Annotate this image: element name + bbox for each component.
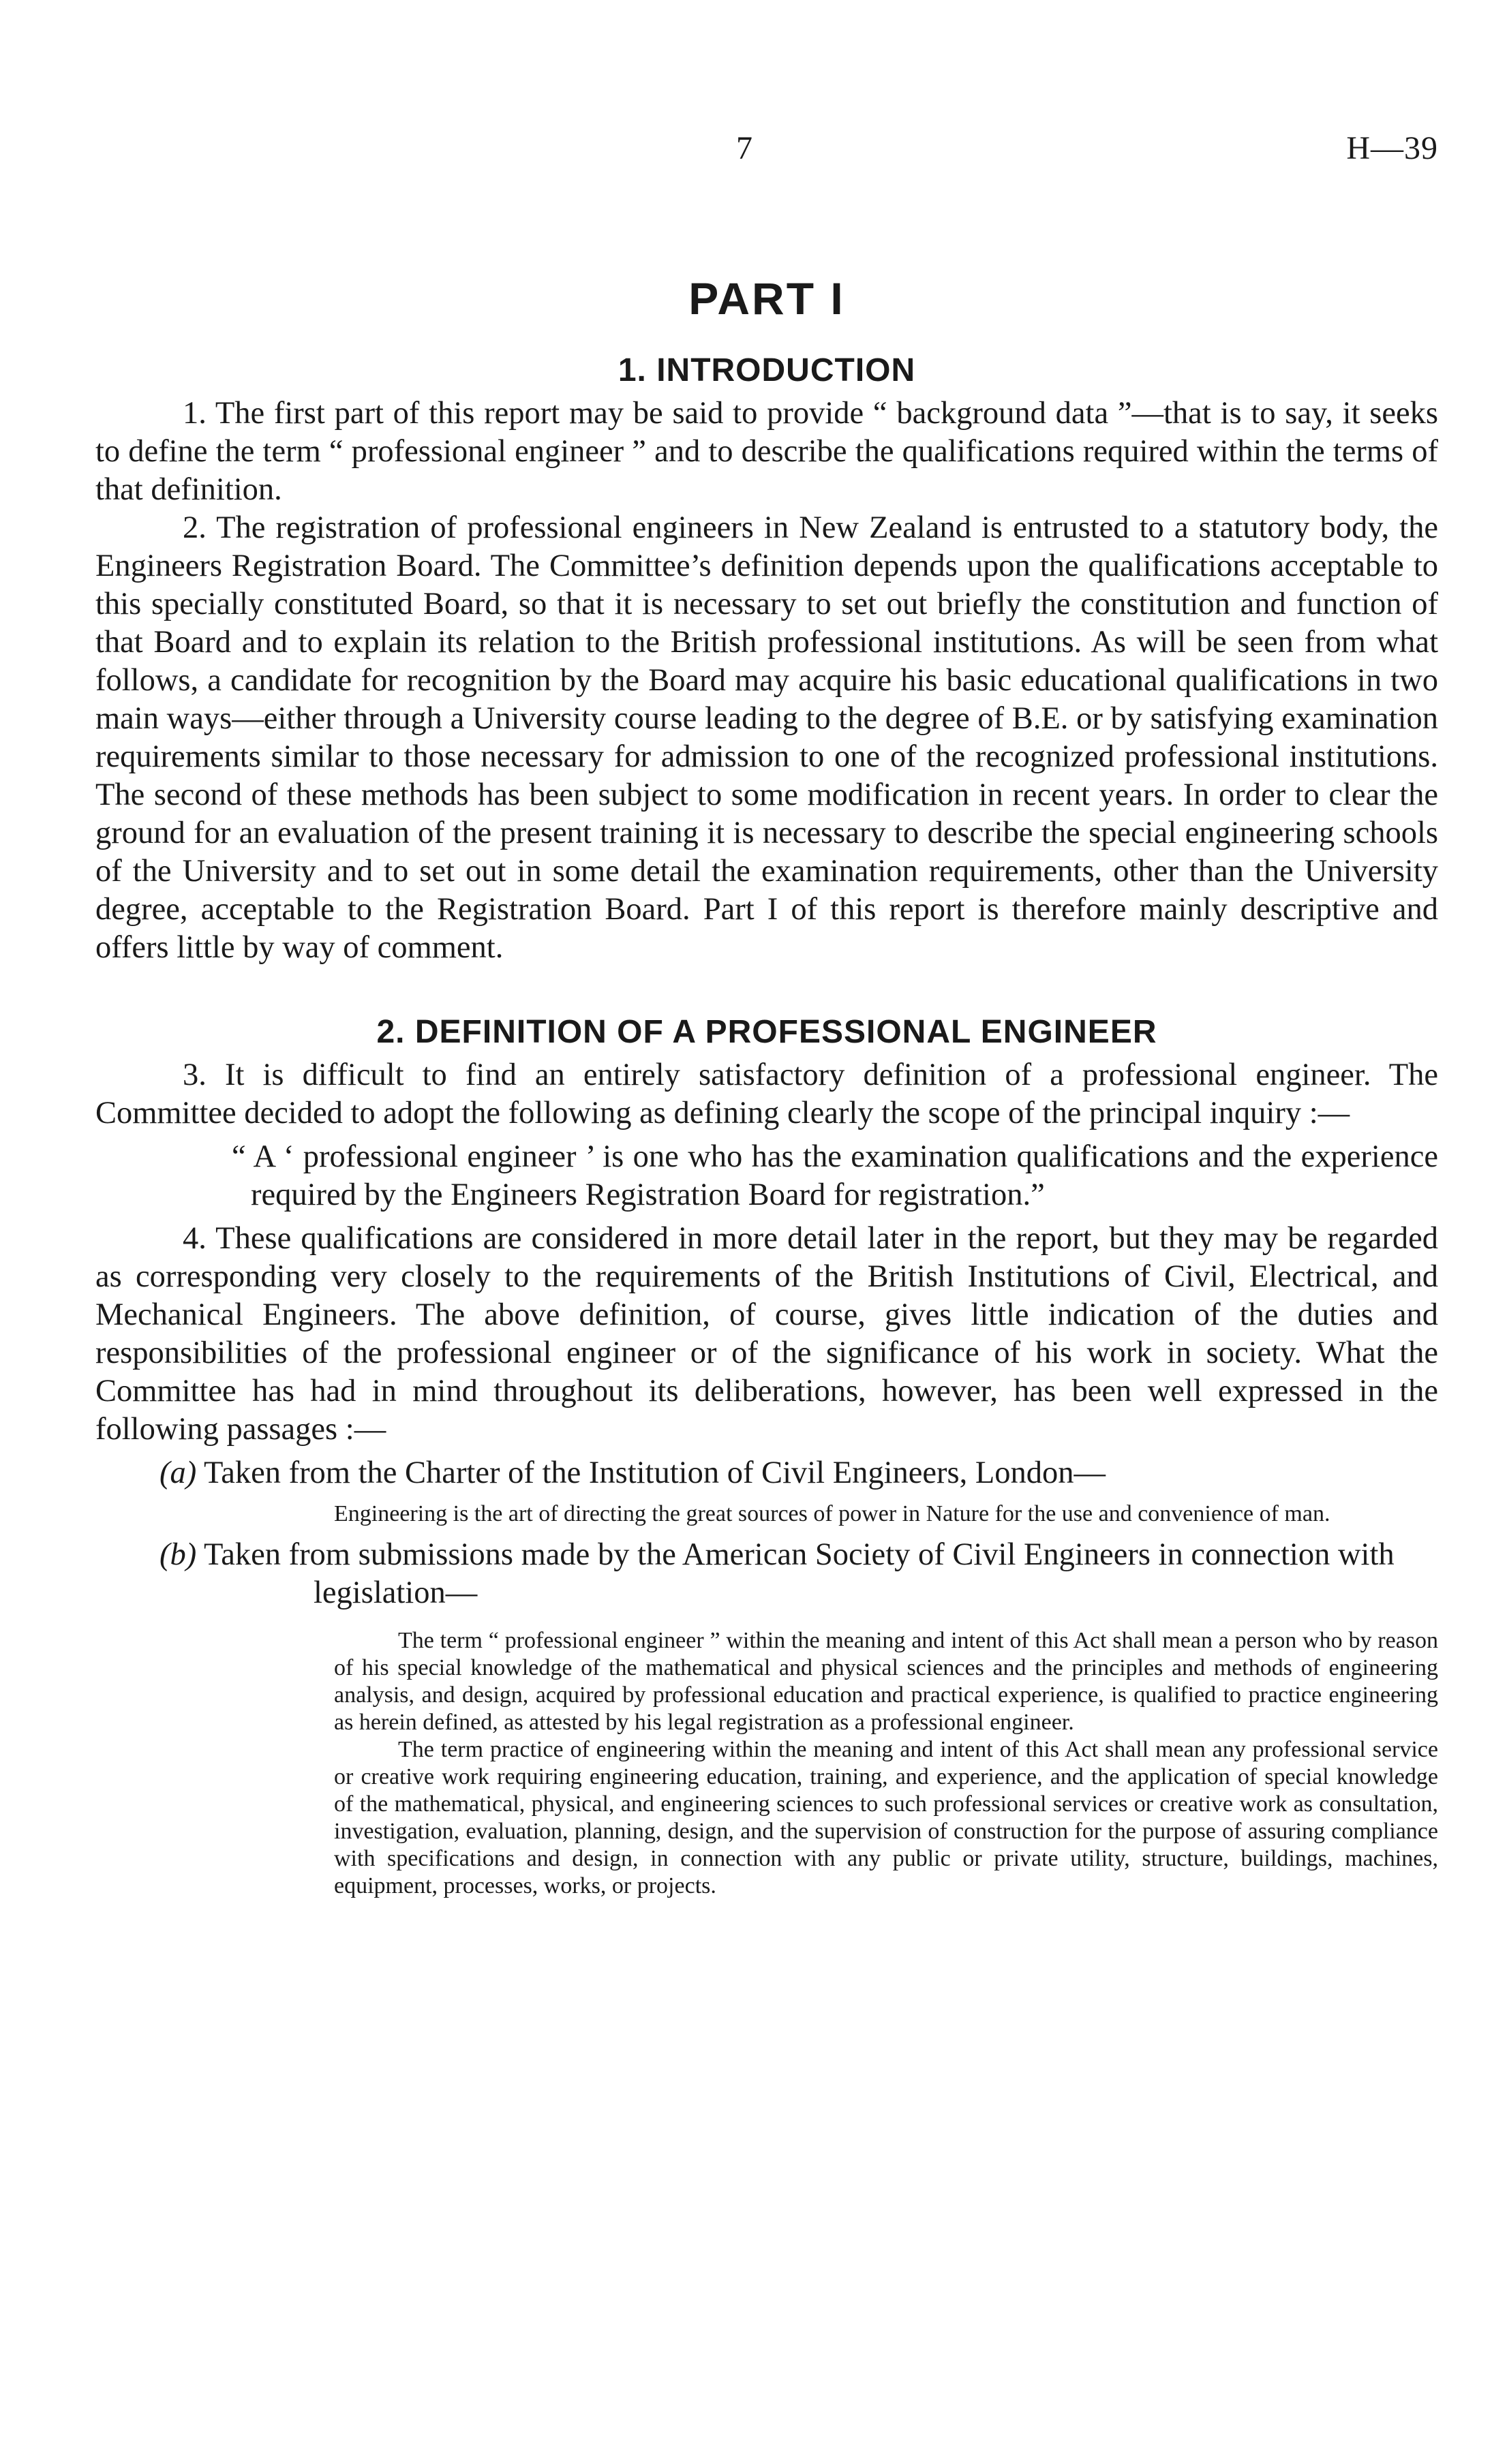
item-b-text: Taken from submissions made by the American Society of Civil Engineers in connection with legislation— (204, 1537, 1395, 1610)
section-heading-definition: 2. DEFINITION OF A PROFESSIONAL ENGINEER (376, 1014, 1157, 1050)
document-page (95, 129, 1438, 1900)
item-b-quote-1: The term “ professional engineer ” within the meaning and intent of this Act shall mean a person who by reason of his special knowledge of the mathematical and physical sciences and the principles and methods of engineering analysis, and design, acquired by professional education and practical experience, is qualified to practice engineering as herein defined, as attested by his legal registration as a professional engineer. (334, 1628, 1438, 1735)
item-a-quote: Engineering is the art of directing the great sources of power in Nature for the use and convenience of man. (334, 1501, 1330, 1526)
item-b-quote-block (334, 1627, 1438, 1900)
part-title: PART I (688, 273, 845, 324)
page-header (95, 129, 1438, 191)
paragraph-3: 3. It is difficult to find an entirely satisfactory definition of a professional engineer. The Committee decided to adopt the following as defining clearly the scope of the principal inquiry :— (95, 1058, 1438, 1130)
item-a (95, 1454, 1438, 1492)
paragraph-4: 4. These qualifications are considered in more detail later in the report, but they may be regarded as corresponding very closely to the requirements of the British Institutions of Civil, Electrical, and Mechanical Engineers. The above definition, of course, gives little indication of the duties and responsibilities of the professional engineer or of the significance of his work in society. What the Committee has had in mind throughout its deliberations, however, has been well expressed in the following passages :— (95, 1221, 1438, 1447)
item-a-text: Taken from the Charter of the Institution of Civil Engineers, London— (204, 1456, 1106, 1490)
item-b-label: (b) (159, 1537, 197, 1572)
item-b (95, 1536, 1438, 1612)
page-number: 7 (736, 130, 752, 166)
item-a-label: (a) (159, 1456, 197, 1490)
paragraph-1: 1. The first part of this report may be said to provide “ background data ”—that is to say, it seeks to define the term “ professional engineer ” and to describe the qualifications required within the terms of that definition. (95, 396, 1438, 507)
section-heading-introduction: 1. INTRODUCTION (618, 352, 916, 388)
document-reference: H—39 (1346, 130, 1438, 166)
item-b-quote-2: The term practice of engineering within the meaning and intent of this Act shall mean any professional service or creative work requiring engineering education, training, and experience, and the application of special knowledge of the mathematical, physical, and engineering sciences to such professional services or creative work as consultation, investigation, evaluation, planning, design, and the supervision of construction for the purpose of assuring compliance with specifications and design, in connection with any public or private utility, structure, buildings, machines, equipment, processes, works, or projects. (334, 1737, 1438, 1898)
definition-quote: “ A ‘ professional engineer ’ is one who has the examination qualifications and the experience required by the Engineers Registration Board for registration.” (232, 1139, 1438, 1212)
paragraph-2: 2. The registration of professional engineers in New Zealand is entrusted to a statutory body, the Engineers Registration Board. The Committee’s definition depends upon the qualifications acceptable to this specially constituted Board, so that it is necessary to set out briefly the constitution and function of that Board and to explain its relation to the British professional institutions. As will be seen from what follows, a candidate for recognition by the Board may acquire his basic educational qualifications in two main ways—either through a University course leading to the degree of B.E. or by satisfying examination requirements similar to those necessary for admission to one of the recognized professional institutions. The second of these methods has been subject to some modification in recent years. In order to clear the ground for an evaluation of the present training it is necessary to describe the special engineering schools of the University and to set out in some detail the examination requirements, other than the University degree, acceptable to the Registration Board. Part I of this report is therefore mainly descriptive and offers little by way of comment. (95, 510, 1438, 965)
item-a-quote-block (334, 1500, 1438, 1528)
